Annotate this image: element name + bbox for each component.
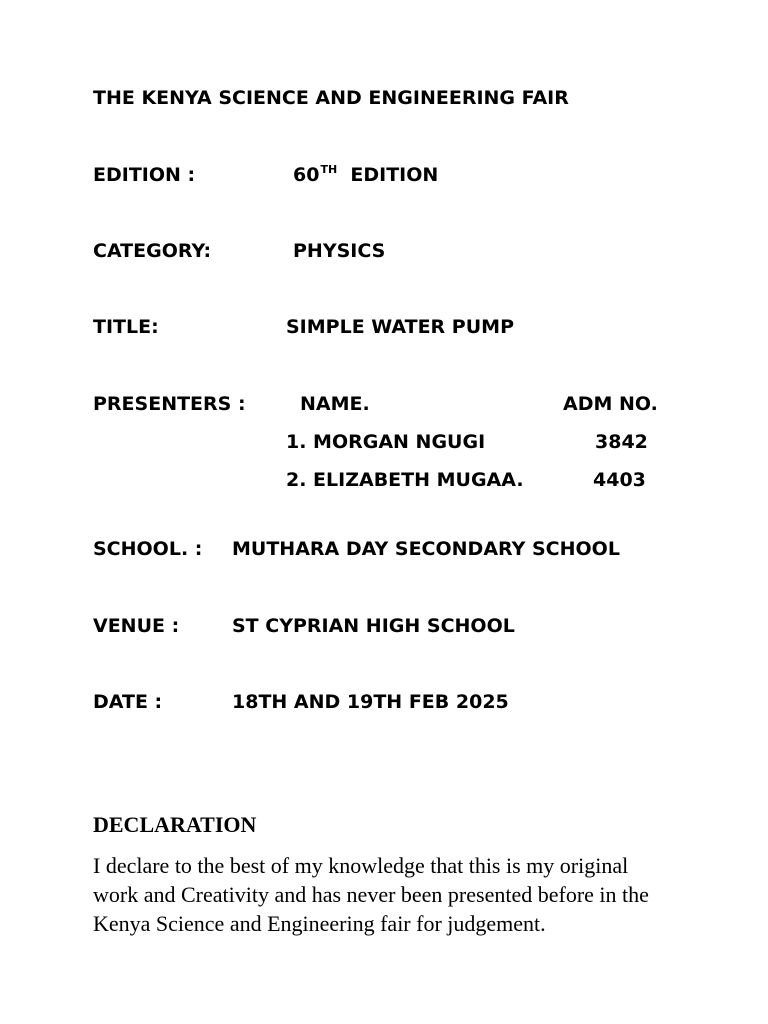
project-title-label: TITLE:	[93, 316, 159, 338]
school-label: SCHOOL. :	[93, 538, 203, 560]
declaration-heading: DECLARATION	[93, 812, 257, 837]
presenters-label: PRESENTERS :	[93, 393, 246, 415]
fair-title: THE KENYA SCIENCE AND ENGINEERING FAIR	[93, 87, 569, 109]
category-label: CATEGORY:	[93, 240, 212, 262]
presenter-name: 1. MORGAN NGUGI	[286, 431, 486, 453]
project-title-value: SIMPLE WATER PUMP	[286, 316, 514, 338]
edition-label: EDITION :	[93, 164, 196, 186]
presenters-adm-header: ADM NO.	[563, 393, 658, 415]
date-value: 18TH AND 19TH FEB 2025	[232, 691, 509, 713]
presenters-name-header: NAME.	[300, 393, 370, 415]
venue-label: VENUE :	[93, 615, 180, 637]
presenter-adm: 3842	[595, 431, 648, 453]
school-value: MUTHARA DAY SECONDARY SCHOOL	[232, 538, 620, 560]
edition-ordinal-suffix: TH	[320, 162, 338, 176]
edition-number: 60	[293, 164, 320, 186]
declaration-body: I declare to the best of my knowledge that this is my original work and Creativity and has never been presented before in the Kenya Science and Engineering fair for judgement.	[93, 853, 649, 936]
presenter-name: 2. ELIZABETH MUGAA.	[286, 469, 524, 491]
presenter-adm: 4403	[593, 469, 646, 491]
date-label: DATE :	[93, 691, 163, 713]
edition-word: EDITION	[350, 164, 439, 186]
edition-value	[293, 163, 438, 187]
venue-value: ST CYPRIAN HIGH SCHOOL	[232, 615, 515, 637]
category-value: PHYSICS	[293, 240, 386, 262]
